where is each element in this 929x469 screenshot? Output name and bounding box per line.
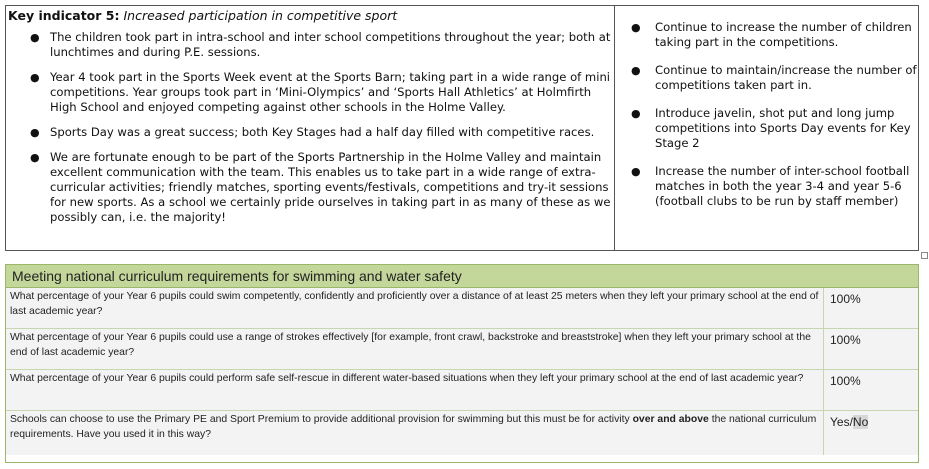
evidence-text: Year 4 took part in the Sports Week event at the Sports Barn; taking part in a wide range of mini competitions. Year groups took part in ‘Mini-Olympics’ and ‘Sports Hall Athletics’ at Holmfirth High School and enjoyed competing against other schools in the Holme Valley. [50, 70, 611, 114]
bullet-icon: ● [631, 64, 641, 77]
evidence-text: We are fortunate enough to be part of the Sports Partnership in the Holme Valley and maintain excellent communication with the team. This enables us to take part in a wide range of extra-curricular activities; friendly matches, sporting events/festivals, competitions and try-it sessions for new sports. As a school we certainly pride ourselves in taking part in as many of these as we possibly can, i.e. the majority! [50, 150, 611, 224]
list-item [8, 125, 614, 140]
answer-cell[interactable]: 100% [830, 374, 861, 388]
next-step-text: Introduce javelin, shot put and long jump competitions into Sports Day events for Key Stage 2 [655, 106, 911, 150]
list-item [615, 63, 918, 93]
bullet-icon: ● [631, 107, 641, 120]
bullet-icon: ● [30, 126, 40, 139]
next-step-text: Continue to maintain/increase the number of competitions taken part in. [655, 63, 917, 92]
bullet-icon: ● [631, 165, 641, 178]
answer-cell[interactable]: 100% [830, 292, 861, 306]
list-item [8, 30, 614, 60]
key-indicator-table [5, 5, 919, 251]
bullet-icon: ● [30, 31, 40, 44]
next-step-text: Increase the number of inter-school football matches in both the year 3-4 and year 5-6 (football clubs to be run by staff member) [655, 164, 910, 208]
question-cell: Schools can choose to use the Primary PE and Sport Premium to provide additional provision for swimming but this must be for activity over and above the national curriculum requirements. Have you used it in this way? [6, 411, 824, 455]
evidence-list [8, 30, 614, 225]
question-cell: What percentage of your Year 6 pupils could swim competently, confidently and proficiently over a distance of at least 25 meters when they left your primary school at the end of last academic year? [6, 288, 824, 328]
swimming-table-header: Meeting national curriculum requirements for swimming and water safety [6, 265, 918, 288]
table-row [6, 288, 918, 329]
key-indicator-heading [8, 8, 614, 24]
list-item [8, 70, 614, 115]
next-steps-column [615, 6, 918, 250]
list-item [615, 106, 918, 151]
evidence-text: The children took part in intra-school and inter school competitions throughout the year; both at lunchtimes and during P.E. sessions. [50, 30, 611, 59]
swimming-table [5, 264, 919, 463]
answer-cell[interactable] [824, 411, 918, 455]
list-item [8, 150, 614, 225]
list-item [615, 164, 918, 209]
question-cell: What percentage of your Year 6 pupils could perform safe self-rescue in different water-based situations when they left your primary school at the end of last academic year? [6, 370, 824, 410]
bullet-icon: ● [631, 21, 641, 34]
evidence-column [6, 6, 615, 250]
next-steps-list [615, 20, 918, 209]
answer-yes: Yes/ [830, 415, 853, 429]
key-indicator-title: Increased participation in competitive sport [123, 8, 398, 23]
key-indicator-label: Key indicator 5: [8, 8, 120, 23]
bullet-icon: ● [30, 151, 40, 164]
table-row [6, 329, 918, 370]
answer-cell[interactable]: 100% [830, 333, 861, 347]
emphasis-text: over and above [632, 414, 709, 425]
answer-no: No [852, 415, 869, 429]
table-row [6, 370, 918, 411]
list-item [615, 20, 918, 50]
question-cell: What percentage of your Year 6 pupils could use a range of strokes effectively [for example, front crawl, backstroke and breaststroke] when they left your primary school at the end of last academic year? [6, 329, 824, 369]
table-resize-handle[interactable] [921, 252, 928, 259]
evidence-text: Sports Day was a great success; both Key Stages had a half day filled with competitive races. [50, 125, 595, 139]
next-step-text: Continue to increase the number of children taking part in the competitions. [655, 20, 912, 49]
bullet-icon: ● [30, 71, 40, 84]
table-row [6, 411, 918, 455]
